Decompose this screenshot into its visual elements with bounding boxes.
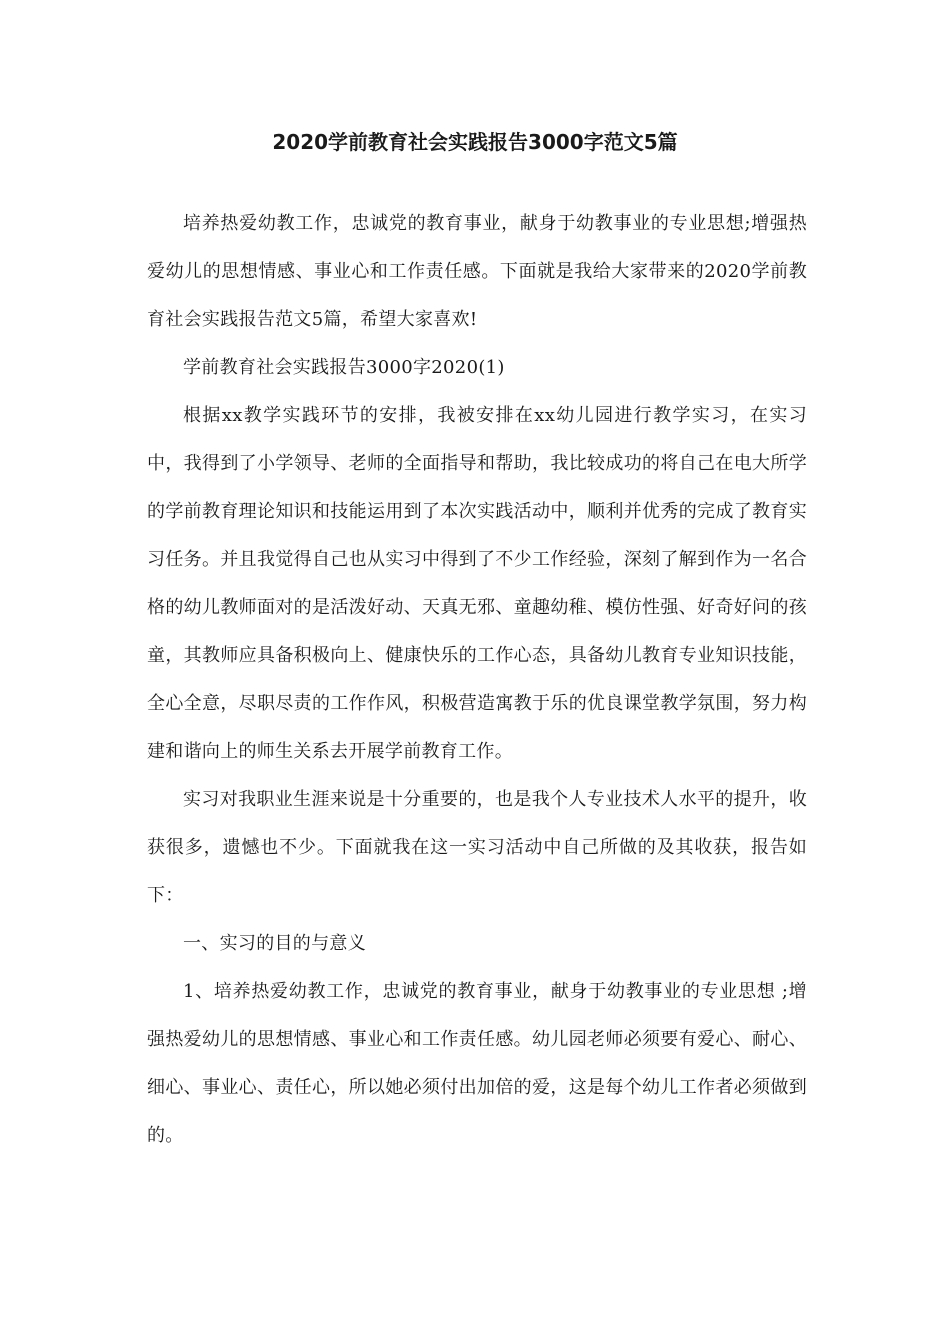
document-body [147, 200, 807, 1160]
body-paragraph: 1、培养热爱幼教工作，忠诚党的教育事业，献身于幼教事业的专业思想 ;增强热爱幼儿的思想情感、事业心和工作责任感。幼儿园老师必须要有爱心、耐心、细心、事业心、责任心，所以她必须付出加倍的爱，这是每个幼儿工作者必须做到的。 [147, 981, 807, 1146]
section-heading: 学前教育社会实践报告3000字2020(1) [183, 357, 505, 378]
intro-paragraph: 培养热爱幼教工作，忠诚党的教育事业，献身于幼教事业的专业思想;增强热爱幼儿的思想情感、事业心和工作责任感。下面就是我给大家带来的2020学前教育社会实践报告范文5篇，希望大家喜欢! [147, 213, 807, 330]
document-title: 2020学前教育社会实践报告3000字范文5篇 [272, 130, 678, 154]
body-paragraph: 实习对我职业生涯来说是十分重要的，也是我个人专业技术人水平的提升，收获很多，遗憾也不少。下面就我在这一实习活动中自己所做的及其收获，报告如下： [147, 789, 807, 906]
subsection-heading: 一、实习的目的与意义 [183, 933, 366, 954]
body-paragraph: 根据xx教学实践环节的安排，我被安排在xx幼儿园进行教学实习，在实习中，我得到了小学领导、老师的全面指导和帮助，我比较成功的将自己在电大所学的学前教育理论知识和技能运用到了本次实践活动中，顺利并优秀的完成了教育实习任务。并且我觉得自己也从实习中得到了不少工作经验，深刻了解到作为一名合格的幼儿教师面对的是活泼好动、天真无邪、童趣幼稚、模仿性强、好奇好问的孩童，其教师应具备积极向上、健康快乐的工作心态，具备幼儿教育专业知识技能，全心全意，尽职尽责的工作作风，积极营造寓教于乐的优良课堂教学氛围，努力构建和谐向上的师生关系去开展学前教育工作。 [147, 405, 807, 762]
